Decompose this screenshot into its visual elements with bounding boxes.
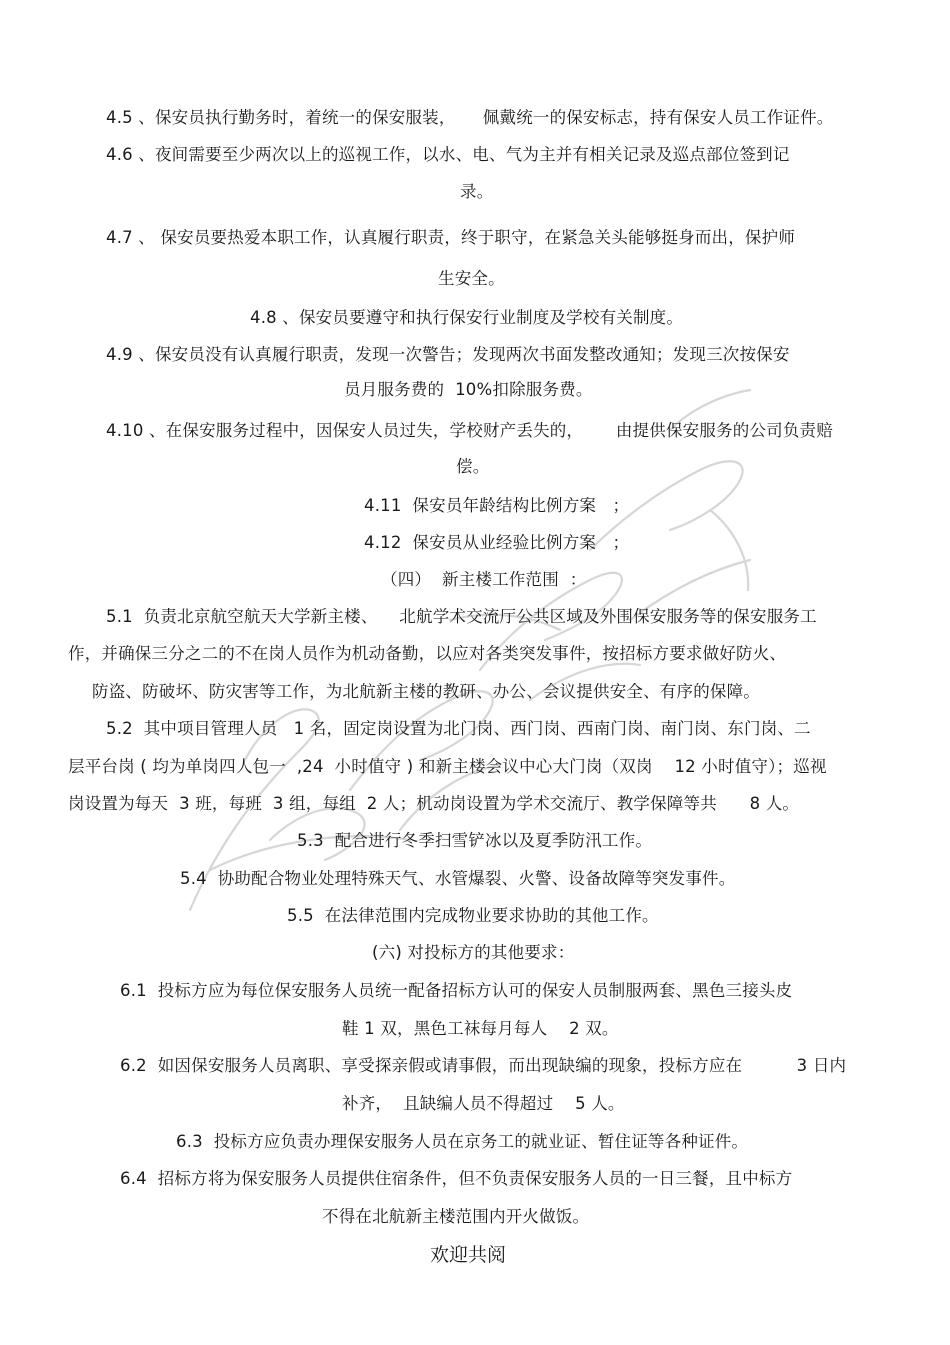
text-line: 6.3 投标方应负责办理保安服务人员在京务工的就业证、暂住证等各种证件。 (176, 1132, 749, 1151)
text-line: 5.4 协助配合物业处理特殊天气、水管爆裂、火警、设备故障等突发事件。 (180, 869, 736, 888)
section-heading: (六) 对投标方的其他要求： (372, 943, 575, 962)
text-line: 5.5 在法律范围内完成物业要求协助的其他工作。 (287, 906, 659, 925)
text-line: 鞋 1 双，黑色工袜每月每人 2 双。 (342, 1019, 619, 1038)
text-line: 4.5 、保安员执行勤务时，着统一的保安服装， 佩戴统一的保安标志，持有保安人员工作证件。 (106, 108, 834, 127)
section-heading: （四） 新主楼工作范围 ： (381, 570, 587, 589)
text-line: 不得在北航新主楼范围内开火做饭。 (322, 1207, 590, 1226)
text-line: 4.12 保安员从业经验比例方案 ； (364, 533, 630, 552)
text-line: 4.7 、 保安员要热爱本职工作，认真履行职责，终于职守，在紧急关头能够挺身而出，保护师 (106, 228, 796, 247)
text-line: 5.1 负责北京航空航天大学新主楼、 北航学术交流厅公共区域及外围保安服务等的保安服务工 (106, 607, 817, 626)
text-line: 岗设置为每天 3 班，每班 3 组，每组 2 人；机动岗设置为学术交流厅、教学保障等共 8 人。 (68, 794, 800, 813)
text-line: 4.11 保安员年龄结构比例方案 ； (364, 496, 630, 515)
text-line: 偿。 (456, 457, 490, 476)
text-line: 4.10 、在保安服务过程中，因保安人员过失，学校财产丢失的， 由提供保安服务的公司负责赔 (106, 421, 833, 440)
text-line: 6.4 招标方将为保安服务人员提供住宿条件，但不负责保安服务人员的一日三餐，且中标方 (120, 1169, 793, 1188)
text-line: 4.8 、保安员要遵守和执行保安行业制度及学校有关制度。 (250, 308, 684, 327)
text-line: 作，并确保三分之二的不在岗人员作为机动备勤，以应对各类突发事件，按招标方要求做好防火、 (68, 644, 787, 663)
text-line: 生安全。 (438, 269, 505, 288)
text-line: 录。 (460, 182, 494, 201)
text-line: 6.2 如因保安服务人员离职、享受探亲假或请事假，而出现缺编的现象，投标方应在 3 日内 (120, 1056, 847, 1075)
text-line: 4.6 、夜间需要至少两次以上的巡视工作，以水、电、气为主并有相关记录及巡点部位签到记 (106, 145, 790, 164)
text-line: 6.1 投标方应为每位保安服务人员统一配备招标方认可的保安人员制服两套、黑色三接头皮 (120, 981, 793, 1000)
text-line: 补齐， 且缺编人员不得超过 5 人。 (342, 1094, 625, 1113)
text-line: 5.3 配合进行冬季扫雪铲冰以及夏季防汛工作。 (297, 831, 653, 850)
text-line: 5.2 其中项目管理人员 1 名，固定岗设置为北门岗、西门岗、西南门岗、南门岗、东门岗、二 (106, 719, 811, 738)
text-line: 层平台岗 ( 均为单岗四人包一 ,24 小时值守 ) 和新主楼会议中心大门岗（双岗 12 小时值守）；巡视 (68, 757, 827, 776)
text-line: 员月服务费的 10%扣除服务费。 (344, 380, 593, 399)
page-footer: 欢迎共阅 (430, 1244, 507, 1266)
text-line: 4.9 、保安员没有认真履行职责，发现一次警告；发现两次书面发整改通知；发现三次按保安 (106, 345, 790, 364)
text-line: 防盗、防破坏、防灾害等工作，为北航新主楼的教研、办公、会议提供安全、有序的保障。 (92, 682, 760, 701)
